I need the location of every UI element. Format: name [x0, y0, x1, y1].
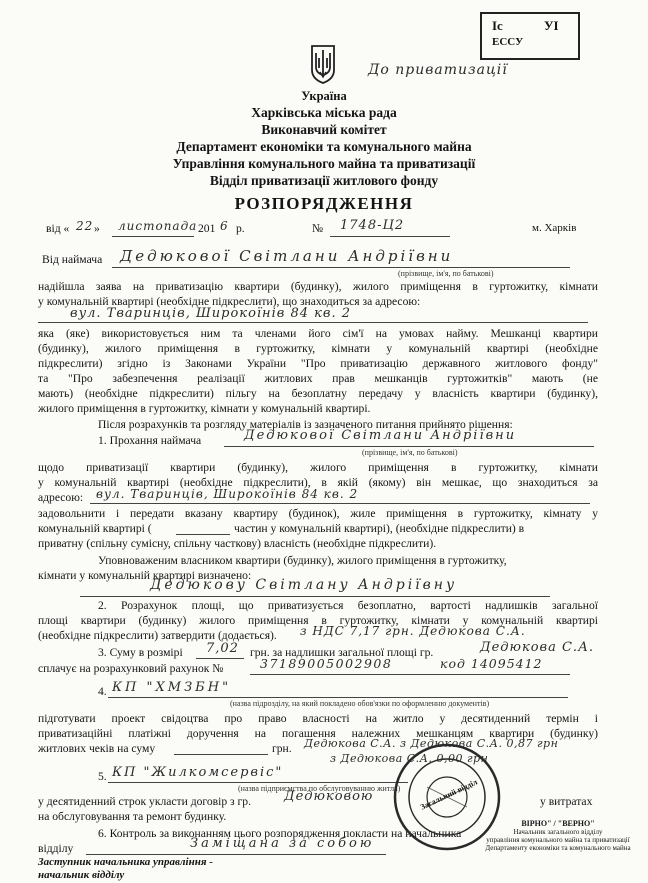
header-department: Департамент економіки та комунального майна	[176, 139, 472, 154]
header-administration: Управління комунального майна та приватизації	[172, 156, 476, 171]
certified-stamp-line2: Начальник загального відділу	[513, 828, 603, 836]
authorized-line1: Уповноваженим власником квартири (будинку), жилого приміщення в гуртожитку,	[98, 554, 507, 567]
date-year-prefix: 201	[198, 222, 216, 235]
item5-org-line	[108, 782, 408, 783]
date-mid: »	[94, 222, 100, 235]
certified-stamp-line4: Департаменту економіки та комунального майна	[485, 844, 631, 852]
coat-of-arms-icon	[309, 44, 337, 84]
date-prefix: від «	[46, 222, 70, 235]
header-division: Відділ приватизації житлового фонду	[209, 173, 439, 188]
item1-line4: задовольнити і передати вказану квартиру (будинок), жиле приміщення в гуртожитку, кімнату у	[38, 507, 598, 520]
item5-lead: 5.	[98, 770, 107, 783]
item4-sum-label: житлових чеків на суму	[38, 742, 156, 755]
item1-lead: 1. Прохання наймача	[98, 434, 202, 447]
registration-stamp	[480, 12, 580, 60]
item4-lead: 4.	[98, 685, 107, 698]
item2-line2: площі квартири (будинку) жилого приміщення в гуртожитку, кімнати у комунальній квартирі	[38, 614, 598, 627]
para2-line4: та "Про забезпечення реалізації житлових прав мешканців гуртожитків" мають (не	[38, 372, 598, 385]
certified-stamp-line1: ВІРНО" / "ВЕРНО"	[521, 819, 595, 828]
item4-org-line	[108, 697, 568, 698]
item1-name-line	[224, 446, 594, 447]
para1-line1: надійшла заява на приватизацію квартири (будинку), жилого приміщення в гуртожитку, кімнати	[38, 280, 598, 293]
certified-stamp-line3: управління комунального майна та приватизації	[486, 836, 630, 844]
item1-share-line	[176, 534, 230, 535]
item1-address: вул. Тваринців, Широкоїнів 84 кв. 2	[96, 487, 359, 501]
para2-line5: мають) (необхідне підкреслити) пільгу на безоплатну передачу у власність квартири (будинку),	[38, 387, 598, 400]
item5-line1-a: у десятиденний строк укласти договір з гр.	[38, 795, 251, 808]
item5-line1-b: у витратах	[540, 795, 593, 808]
item1-line5-start: комунальній квартирі (	[38, 522, 152, 535]
item4-line1: підготувати проект свідоцтва про право власності на житло у десятиденний термін і	[38, 712, 598, 725]
header-handwritten-note: До приватизації	[368, 62, 508, 78]
para2-line3: підкреслити) згідно із Законами України "Про приватизацію державного житлового фонду"	[38, 357, 598, 370]
item4-currency: грн.	[272, 742, 292, 755]
item2-line3: (необхідне підкреслити) затвердити (додається).	[38, 629, 277, 642]
item5-org: КП "Жилкомсервіс"	[112, 765, 284, 780]
item3-account: 37189005002908	[260, 656, 393, 671]
stamp-line-2: ЕССУ	[492, 36, 524, 48]
item1-address-label: адресою:	[38, 491, 84, 504]
item1-line1: щодо приватизації квартири (будинку), жилого приміщення в гуртожитку, кімнати	[38, 461, 598, 474]
tenant-label: Від наймача	[42, 253, 103, 266]
header-council: Харківська міська рада	[251, 105, 397, 120]
item6-division-label: відділу	[38, 842, 74, 855]
tenant-line	[112, 267, 570, 268]
item1-caption: (прізвище, ім'я, по батькові)	[362, 448, 458, 457]
item1-line5-end: частин у комунальній квартирі), (необхідне підкреслити) в	[234, 522, 525, 535]
address-handwritten: вул. Тваринців, Широкоїнів 84 кв. 2	[70, 306, 352, 321]
date-day: 22	[76, 219, 94, 233]
para1-line2: у комунальній квартирі (необхідне підкреслити), що знаходиться за адресою:	[38, 295, 421, 308]
item1-address-line	[90, 503, 590, 504]
item5-caption: (назва підприємства по обслуговуванню житла)	[238, 784, 401, 793]
item6-handwritten: Заміщана за собою	[190, 836, 375, 851]
item6-text: 6. Контроль за виконанням цього розпорядження покласти на начальника	[98, 827, 462, 840]
tenant-caption: (прізвище, ім'я, по батькові)	[398, 269, 494, 278]
item3-account-label: сплачує на розрахунковий рахунок №	[38, 662, 224, 675]
authorized-line2: кімнати у комунальній квартирі визначено:	[38, 569, 252, 582]
item4-org: КП "ХМЗБН"	[112, 680, 232, 695]
item3-amount-line	[196, 658, 244, 659]
item2-handwritten: з НДС 7,17 грн. Дедюкова С.А.	[300, 624, 526, 638]
item5-person: Дедюковою	[284, 789, 374, 804]
order-number: 1748-Ц2	[340, 218, 405, 233]
item5-line2: на обслуговування та ремонт будинку.	[38, 810, 227, 823]
item4-handwritten-1: Дедюкова С.А. з Дедюкова С.А. 0,87 грн	[304, 737, 559, 750]
para2-line1: яка (яке) використовується ним та членами його сім'ї на умовах найму. Мешканці квартири	[38, 327, 598, 340]
item3-amount-label: 3. Суму в розмірі	[98, 646, 183, 659]
item4-line2: приватизаційні платіжні доручення на погашення належних мешканцям квартири (будинку)	[38, 727, 598, 740]
item1-line2: у комунальній квартирі (необхідне підкреслити), в якій (якому) він мешкає, що знаходиться за	[38, 476, 598, 489]
round-seal-text: Загальний відділ	[418, 777, 479, 812]
authorized-name: Дедюкову Світлану Андріївну	[150, 577, 458, 593]
certified-copy-stamp	[476, 820, 640, 852]
document-title: РОЗПОРЯДЖЕННЯ	[234, 194, 414, 213]
item6-line	[86, 854, 386, 855]
para2-line2: (будинку), жилого приміщення в гуртожитку, кімнати у комунальній квартирі (необхідне	[38, 342, 598, 355]
header-committee: Виконавчий комітет	[261, 122, 387, 137]
item2-line1: 2. Розрахунок площі, що приватизується безоплатно, вартості надлишків загальної	[98, 599, 598, 612]
number-label: №	[312, 222, 324, 235]
signature-title-2: начальник відділу	[38, 869, 125, 881]
item4-sum-line	[174, 754, 268, 755]
signature-title-1: Заступник начальника управління -	[38, 856, 213, 868]
item1-line6: приватну (спільну сумісну, спільну часткову) власність (необхідне підкреслити).	[38, 537, 437, 550]
item3-account-line	[250, 674, 570, 675]
header-country: Україна	[301, 89, 347, 103]
stamp-line-1: Іс	[492, 18, 503, 33]
authorized-line	[80, 596, 550, 597]
address-line	[38, 322, 588, 323]
date-month: листопада	[118, 219, 198, 233]
item3-mid: грн. за надлишки загальної площі гр.	[250, 646, 434, 659]
para2-line6: жилого приміщення в гуртожитку, кімнати у комунальній квартирі.	[38, 402, 371, 415]
item4-caption: (назва підрозділу, на який покладено обов'язки по оформленню документів)	[230, 699, 490, 708]
item1-name: Дедюкової Світлани Андріївни	[244, 428, 517, 443]
number-line	[330, 236, 450, 237]
item4-handwritten-2: з Дедюкова С.А. 0,00 грн	[330, 752, 489, 765]
stamp-mark: УІ	[544, 18, 559, 33]
item3-code: код 14095412	[440, 656, 543, 671]
item3-person: Дедюкова С.А.	[480, 640, 595, 655]
city: м. Харків	[532, 222, 577, 234]
date-year-suffix: р.	[236, 222, 245, 235]
tenant-name: Дедюкової Світлани Андріївни	[120, 247, 454, 265]
item3-amount: 7,02	[206, 641, 239, 656]
decision-intro: Після розрахунків та розгляду матеріалів із зазначеного питання прийнято рішення:	[98, 418, 513, 431]
date-year-digit: 6	[220, 219, 229, 233]
date-month-line	[112, 236, 194, 237]
